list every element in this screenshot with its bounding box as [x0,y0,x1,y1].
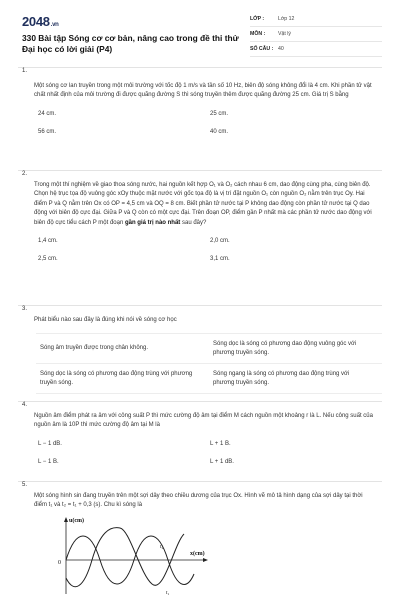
question-2 [18,171,382,306]
worksheet-header [18,0,382,68]
x-axis-arrow [203,558,208,562]
question-1 [18,68,382,171]
answer-option[interactable]: L + 1 dB. [210,458,234,465]
answer-option[interactable]: 2,0 cm. [210,238,230,245]
curve-label-t1: t₁ [166,590,170,596]
question-number: 3. [22,306,28,312]
question-text: Trong một thí nghiệm về giao thoa sóng nước, hai nguồn kết hợp O₁ và O₂ cách nhau 6 cm, dao động cùng pha, cùng biên độ. Chọn hệ trục tọa độ vuông góc xOy thuộc mặt nước với gốc tọa độ là vị trí đặt nguồn O₁ còn nguồn O₂ nằm trên trục Oy. Hai điểm P và Q nằm trên Ox có OP = 4,5 cm và OQ = 8 cm. Biết phần tử nước tại P không dao động còn phần tử nước tại Q dao động với biên độ cực đại. Giữa P và Q còn có một cực đại. Trên đoạn OP, điểm gần P nhất mà các phần tử nước dao động với biên độ cực tiểu cách P một đoạn gần giá trị nào nhất sau đây? [34,182,372,226]
origin-label: 0 [58,560,61,566]
answer-option[interactable]: 56 cm. [38,128,57,135]
question-text: Một sóng cơ lan truyền trong một môi trường với tốc độ 1 m/s và tần số 10 Hz, biên độ sóng không đổi là 4 cm. Khi phần tử vật chất nhất định của môi trường đi được quãng đường S thì sóng truyền thêm được quãng đường 25 cm. Giá trị S bằng [34,83,372,99]
meta-question-count: SỐ CÂU : 40 [250,42,382,57]
answer-option[interactable]: 24 cm. [38,110,57,117]
answer-option[interactable]: L − 1 dB. [38,440,62,447]
meta-class: LỚP : Lớp 12 [250,12,382,27]
question-4 [18,402,382,482]
wave-graph [44,514,214,596]
answer-options [38,109,382,137]
meta-subject: MÔN : Vật lý [250,27,382,42]
worksheet-meta [250,12,382,57]
worksheet-title: 330 Bài tập Sóng cơ cơ bản, nâng cao trong đề thi thử Đại học có lời giải (P4) [22,33,239,54]
question-text: Phát biểu nào sau đây là đúng khi nói về sóng cơ học [34,317,177,323]
answer-option[interactable]: L − 1 B. [38,458,59,465]
answer-option[interactable]: 2,5 cm. [38,256,58,263]
question-number: 2. [22,171,28,177]
answer-option[interactable]: Sóng dọc là sóng có phương dao động vuông góc với phương truyền sóng. [209,334,382,364]
answer-option[interactable]: Sóng dọc là sóng có phương dao động trùng với phương truyền sóng. [36,364,209,394]
answer-options [38,439,382,467]
question-3 [18,306,382,402]
answer-option[interactable]: 40 cm. [210,128,229,135]
x-axis-label: x(cm) [190,551,205,557]
question-5 [18,482,382,600]
answer-option[interactable]: Sóng âm truyền được trong chân không. [36,334,209,364]
answer-option[interactable]: Sóng ngang là sóng có phương dao động trùng với phương truyền sóng. [209,364,382,394]
site-logo[interactable]: 2048.vn [22,14,59,29]
curve-label-t2: t₂ [160,544,164,550]
u-axis-label: u(cm) [69,518,84,524]
question-number: 1. [22,68,28,74]
u-axis-arrow [64,517,68,522]
answer-option[interactable]: L + 1 B. [210,440,231,447]
answer-options [36,333,382,394]
answer-option[interactable]: 25 cm. [210,110,229,117]
question-number: 4. [22,402,28,408]
answer-option[interactable]: 3,1 cm. [210,256,230,263]
question-text: Một sóng hình sin đang truyền trên một sợi dây theo chiều dương của trục Ox. Hình vẽ mô tả hình dạng của sợi dây tại thời điểm t₁ và t₂ = t₁ + 0,3 (s). Chu kì sóng là [34,493,363,509]
question-number: 5. [22,482,28,488]
answer-options [38,236,382,264]
answer-option[interactable]: 1,4 cm. [38,238,58,245]
question-text: Nguồn âm điểm phát ra âm với công suất P thì mức cường độ âm tại điểm M cách nguồn một khoảng r là L. Nếu công suất của nguồn âm là 10P thì mức cường độ âm tại M là [34,413,373,429]
